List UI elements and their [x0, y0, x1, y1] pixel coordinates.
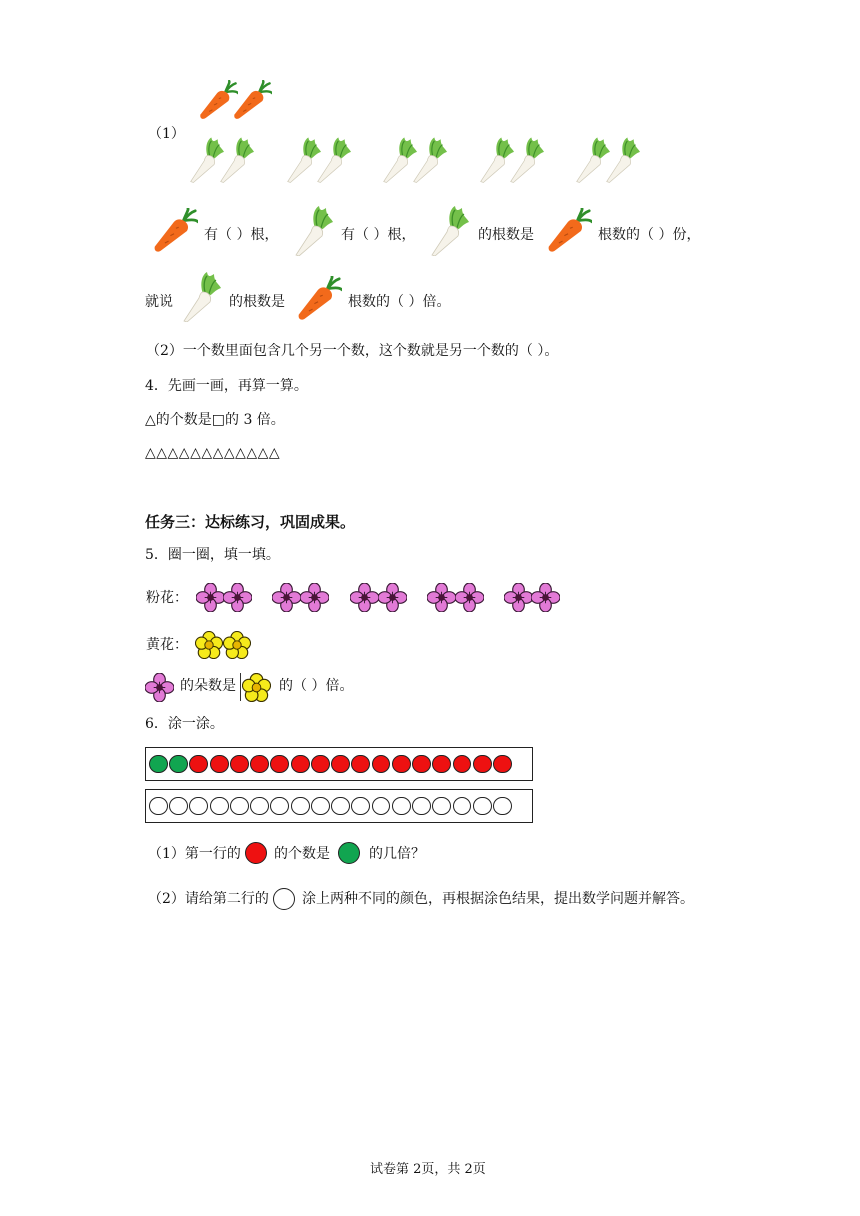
radish-icon: [604, 134, 640, 186]
pink-flower-icon: [145, 673, 174, 702]
red-dot: [372, 755, 391, 774]
q3-line2-part3: 根数的（ ）倍。: [348, 294, 451, 310]
empty-dot[interactable]: [351, 797, 370, 816]
red-dot: [392, 755, 411, 774]
q4-statement: △的个数是□的 3 倍。: [145, 412, 285, 428]
pink-flower-icon: [223, 583, 252, 612]
red-dot: [291, 755, 310, 774]
pink-flower-icon: [531, 583, 560, 612]
q6-part1-text2: 的个数是: [274, 846, 330, 862]
empty-dot[interactable]: [210, 797, 229, 816]
red-dot: [473, 755, 492, 774]
radish-icon: [218, 134, 254, 186]
radish-icon: [292, 206, 334, 256]
empty-dot[interactable]: [311, 797, 330, 816]
red-dot-icon: [245, 842, 267, 864]
green-dot: [149, 755, 168, 774]
red-dot: [270, 755, 289, 774]
empty-dot[interactable]: [189, 797, 208, 816]
empty-dot[interactable]: [331, 797, 350, 816]
empty-dot[interactable]: [493, 797, 512, 816]
radish-groups: [188, 134, 648, 188]
empty-dot[interactable]: [149, 797, 168, 816]
pink-flower-icon: [300, 583, 329, 612]
carrot-icon: [232, 80, 272, 122]
q3-line1-part3: 的根数是: [478, 227, 534, 243]
q5-sentence-part2: 的（ ）倍。: [279, 678, 354, 694]
yellow-flower-icon: [195, 631, 223, 659]
page-footer: 试卷第 2页，共 2页: [370, 1162, 486, 1177]
carrot-icon: [152, 208, 198, 254]
yellow-flower-icon: [223, 631, 251, 659]
q3-line1-part2: 有（ ）根，: [341, 227, 416, 243]
pink-flower-icon: [504, 583, 533, 612]
pink-flower-icon: [378, 583, 407, 612]
red-dot: [230, 755, 249, 774]
pink-flower-icon: [272, 583, 301, 612]
empty-dot[interactable]: [372, 797, 391, 816]
empty-dot[interactable]: [250, 797, 269, 816]
red-dot: [453, 755, 472, 774]
q5-sentence-part1: 的朵数是: [180, 678, 236, 694]
pink-flower-icon: [350, 583, 379, 612]
radish-icon: [180, 272, 222, 322]
empty-dot[interactable]: [230, 797, 249, 816]
q4-title: 4．先画一画，再算一算。: [145, 378, 308, 394]
empty-dot[interactable]: [473, 797, 492, 816]
task3-heading: 任务三：达标练习，巩固成果。: [145, 513, 356, 531]
empty-dot[interactable]: [291, 797, 310, 816]
pink-flower-icon: [427, 583, 456, 612]
q4-triangles: △△△△△△△△△△△△: [145, 445, 281, 461]
red-dot: [412, 755, 431, 774]
q5-yellow-label: 黄花：: [146, 637, 188, 653]
red-dot: [331, 755, 350, 774]
pink-flower-icon: [196, 583, 225, 612]
empty-dot[interactable]: [432, 797, 451, 816]
q3-line1-part4: 根数的（ ）份，: [598, 227, 701, 243]
empty-dot[interactable]: [270, 797, 289, 816]
q5-pink-label: 粉花：: [146, 590, 188, 606]
red-dot: [250, 755, 269, 774]
q6-part1-text1: （1）第一行的: [148, 846, 241, 862]
red-dot: [189, 755, 208, 774]
dot-row-1: [145, 747, 533, 781]
dot-row-2: [145, 789, 533, 823]
cursor-line: [240, 673, 241, 701]
q3-line1-part1: 有（ ）根，: [204, 227, 279, 243]
q3-line2-part1: 就说: [145, 294, 173, 310]
empty-dot[interactable]: [169, 797, 188, 816]
carrot-icon: [546, 208, 592, 254]
q6-part2-text2: 涂上两种不同的颜色，再根据涂色结果，提出数学问题并解答。: [302, 891, 694, 907]
radish-icon: [508, 134, 544, 186]
green-dot-icon: [338, 842, 360, 864]
red-dot: [210, 755, 229, 774]
q6-title: 6．涂一涂。: [145, 716, 224, 732]
radish-icon: [428, 206, 470, 256]
carrot-icon: [296, 276, 342, 322]
q6-part1-text3: 的几倍？: [369, 846, 425, 862]
empty-dot[interactable]: [412, 797, 431, 816]
q5-title: 5．圈一圈，填一填。: [145, 547, 280, 563]
q3-part1-label: （1）: [148, 126, 185, 142]
empty-dot[interactable]: [453, 797, 472, 816]
green-dot: [169, 755, 188, 774]
red-dot: [351, 755, 370, 774]
white-dot-icon: [273, 888, 295, 910]
radish-icon: [411, 134, 447, 186]
red-dot: [311, 755, 330, 774]
empty-dot[interactable]: [392, 797, 411, 816]
pink-flower-groups: [196, 583, 566, 613]
red-dot: [432, 755, 451, 774]
q3-part2: （2）一个数里面包含几个另一个数，这个数就是另一个数的（ ）。: [146, 343, 559, 359]
q3-line2-part2: 的根数是: [229, 294, 285, 310]
yellow-flower-icon: [242, 673, 271, 702]
radish-icon: [315, 134, 351, 186]
red-dot: [493, 755, 512, 774]
pink-flower-icon: [455, 583, 484, 612]
q6-part2-text1: （2）请给第二行的: [148, 891, 269, 907]
